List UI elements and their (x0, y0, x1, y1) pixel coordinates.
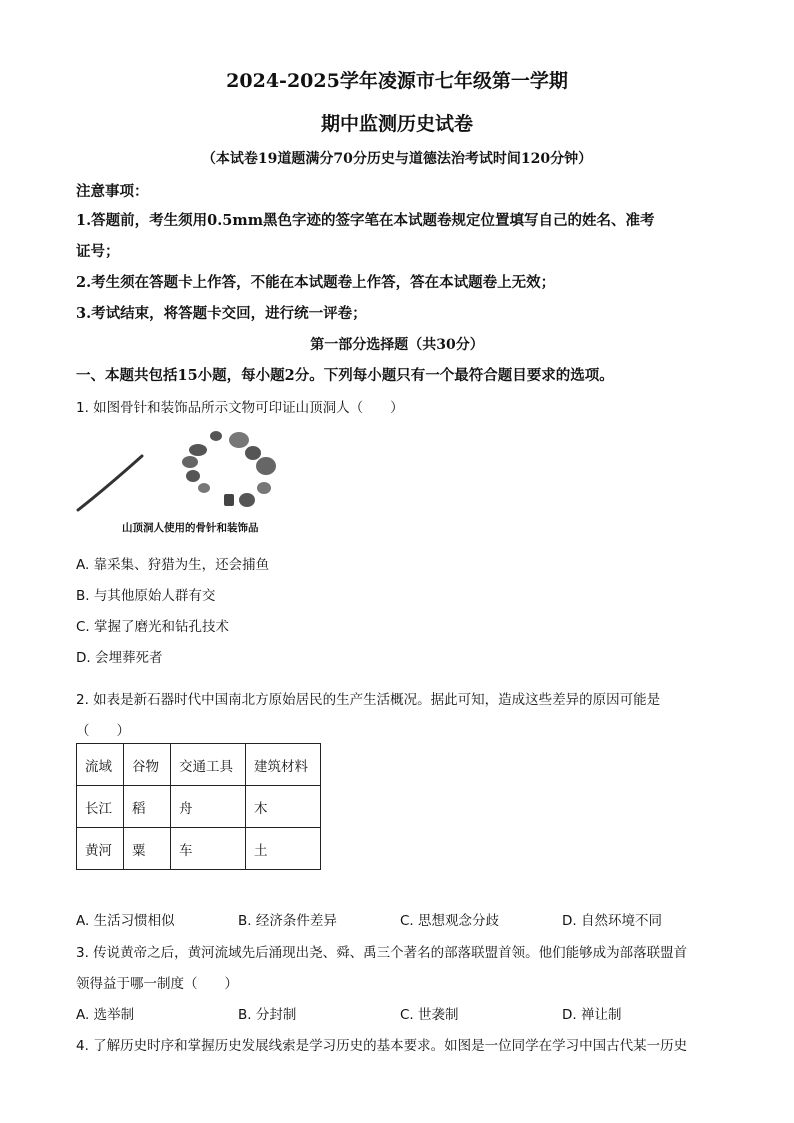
question-1-stem: 1. 如图骨针和装饰品所示文物可印证山顶洞人（ ） (76, 400, 404, 416)
q1-option-d: D. 会埋葬死者 (76, 650, 163, 666)
figure-caption: 山顶洞人使用的骨针和装饰品 (122, 522, 259, 534)
q1-option-b: B. 与其他原始人群有交 (76, 588, 216, 604)
table-cell: 木 (246, 786, 321, 828)
table-header-cell: 交通工具 (171, 744, 246, 786)
question-3-stem-cont: 领得益于哪一制度（ ） (76, 976, 238, 992)
exam-title-line1: 2024-2025学年凌源市七年级第一学期 (226, 70, 568, 92)
part-title: 第一部分选择题（共30分） (310, 337, 484, 353)
section-instruction: 一、本题共包括15小题，每小题2分。下列每小题只有一个最符合题目要求的选项。 (76, 367, 614, 384)
note-item-2: 2.考生须在答题卡上作答，不能在本试题卷上作答，答在本试题卷上无效； (76, 274, 556, 291)
q1-option-a: A. 靠采集、狩猎为生，还会捕鱼 (76, 557, 270, 573)
table-row (77, 786, 321, 828)
q3-option-b: B. 分封制 (238, 1007, 297, 1023)
table-row (77, 828, 321, 870)
note-item-3: 3.考试结束，将答题卡交回，进行统一评卷； (76, 305, 367, 322)
q2-option-b: B. 经济条件差异 (238, 913, 337, 929)
note-item-1: 1.答题前，考生须用0.5mm黑色字迹的签字笔在本试题卷规定位置填写自己的姓名、准考 (76, 212, 655, 229)
table-header-row (77, 744, 321, 786)
question-2-stem: 2. 如表是新石器时代中国南北方原始居民的生产生活概况。据此可知，造成这些差异的原因可能是 (76, 692, 661, 708)
question-2-stem-cont: （ ） (76, 723, 130, 739)
table-cell: 粟 (124, 828, 171, 870)
table-header-cell: 流域 (77, 744, 124, 786)
table-cell: 稻 (124, 786, 171, 828)
exam-title-line2: 期中监测历史试卷 (320, 113, 473, 135)
table-cell: 土 (246, 828, 321, 870)
table-cell: 黄河 (77, 828, 124, 870)
exam-subtitle: （本试卷19道题满分70分历史与道德法治考试时间120分钟） (201, 151, 593, 167)
q3-option-d: D. 禅让制 (562, 1007, 622, 1023)
q2-option-a: A. 生活习惯相似 (76, 913, 175, 929)
q2-option-d: D. 自然环境不同 (562, 913, 662, 929)
q2-table (76, 743, 321, 870)
notes-heading: 注意事项： (76, 183, 149, 200)
q3-option-c: C. 世袭制 (400, 1007, 459, 1023)
q2-option-c: C. 思想观念分歧 (400, 913, 500, 929)
table-cell: 车 (171, 828, 246, 870)
question-4-stem: 4. 了解历史时序和掌握历史发展线索是学习历史的基本要求。如图是一位同学在学习中国古代某一历史 (76, 1038, 688, 1054)
table-cell: 舟 (171, 786, 246, 828)
q1-option-c: C. 掌握了磨光和钻孔技术 (76, 619, 230, 635)
note-item-1-cont: 证号； (76, 243, 120, 260)
question-3-stem: 3. 传说黄帝之后，黄河流域先后涌现出尧、舜、禹三个著名的部落联盟首领。他们能够成为部落联盟首 (76, 945, 688, 961)
table-header-cell: 建筑材料 (246, 744, 321, 786)
table-header-cell: 谷物 (124, 744, 171, 786)
table-cell: 长江 (77, 786, 124, 828)
q3-option-a: A. 选举制 (76, 1007, 135, 1023)
